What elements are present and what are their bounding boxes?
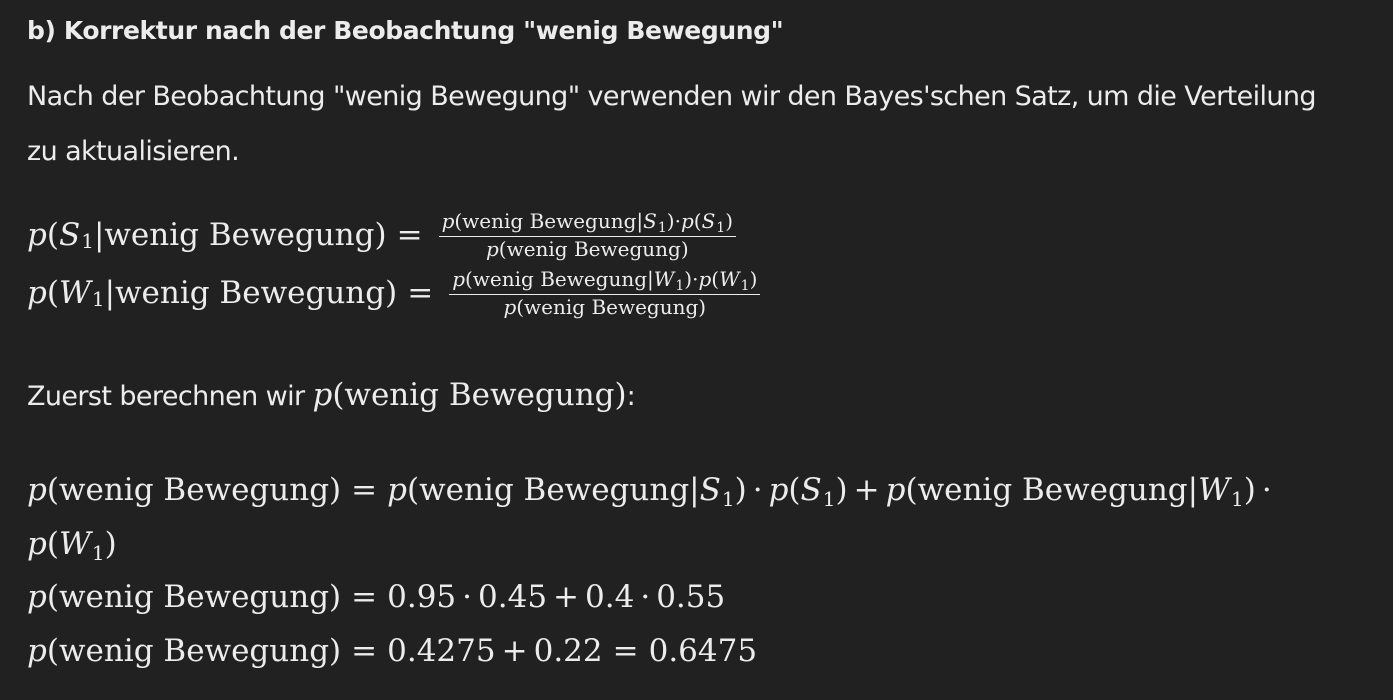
math-p: p xyxy=(441,209,455,233)
math-plus: + xyxy=(501,633,528,669)
math-text: (wenig Bewegung| xyxy=(406,472,700,508)
math-var: W xyxy=(1198,472,1230,508)
math-number: 0.55 xyxy=(656,579,726,615)
math-text: ) xyxy=(725,209,734,233)
math-p: p xyxy=(768,472,789,508)
fraction-denominator xyxy=(500,295,709,318)
math-open-paren: ( xyxy=(46,217,59,253)
math-text: (wenig Bewegung| xyxy=(905,472,1199,508)
math-p: p xyxy=(485,237,499,261)
calc-line-4 xyxy=(27,626,757,676)
math-dot: · xyxy=(640,579,651,615)
math-p: p xyxy=(27,275,47,311)
math-p: p xyxy=(698,267,712,291)
math-equals: = xyxy=(396,217,423,253)
math-subscript: 1 xyxy=(1230,487,1244,511)
math-p: p xyxy=(503,295,517,319)
math-p: p xyxy=(27,633,47,669)
bayes-equation-w1 xyxy=(27,268,760,318)
fraction-numerator xyxy=(449,268,760,295)
math-p: p xyxy=(885,472,906,508)
math-var: W xyxy=(719,267,740,291)
math-var: S xyxy=(800,472,822,508)
math-open-paren: ( xyxy=(46,275,59,311)
math-dot: · xyxy=(462,579,473,615)
math-text: (wenig Bewegung) xyxy=(46,579,342,615)
step-suffix: : xyxy=(626,381,636,412)
math-subscript: 1 xyxy=(721,487,735,511)
calc-line-1 xyxy=(27,465,1278,518)
math-subscript: 1 xyxy=(81,229,94,253)
math-subscript: 1 xyxy=(91,541,105,565)
math-plus: + xyxy=(553,579,580,615)
math-number: 0.95 xyxy=(387,579,457,615)
math-fraction xyxy=(439,210,736,260)
math-text: ) xyxy=(835,472,848,508)
math-p: p xyxy=(452,267,465,291)
math-text: )· xyxy=(666,209,681,233)
math-var: S xyxy=(643,209,657,233)
math-dot: · xyxy=(1261,472,1272,508)
math-var: W xyxy=(653,267,675,291)
math-equals: = xyxy=(612,633,639,669)
math-text: (wenig Bewegung) xyxy=(498,237,689,261)
math-given: |wenig Bewegung) xyxy=(104,275,398,311)
step-prefix: Zuerst berechnen wir xyxy=(27,381,313,412)
math-text: (wenig Bewegung) xyxy=(516,295,707,319)
math-dot: · xyxy=(752,472,763,508)
intro-line-2: zu aktualisieren. xyxy=(27,136,240,167)
math-text: (wenig Bewegung) xyxy=(46,633,342,669)
math-text: (wenig Bewegung) xyxy=(46,472,342,508)
math-subscript: 1 xyxy=(740,278,750,294)
math-text: )· xyxy=(684,267,699,291)
calc-line-2 xyxy=(27,519,117,572)
math-given: |wenig Bewegung) xyxy=(93,217,387,253)
math-text: ) xyxy=(104,526,117,562)
math-var: S xyxy=(58,217,81,253)
math-number: 0.4 xyxy=(585,579,635,615)
math-subscript: 1 xyxy=(91,287,105,311)
math-text: ( xyxy=(788,472,801,508)
math-subscript: 1 xyxy=(716,220,726,236)
math-text: ) xyxy=(749,267,758,291)
math-p: p xyxy=(27,526,47,562)
math-text: ( xyxy=(693,209,702,233)
math-p: p xyxy=(312,377,333,413)
math-subscript: 1 xyxy=(657,220,667,236)
math-equals: = xyxy=(351,633,378,669)
math-p: p xyxy=(27,217,47,253)
math-text: (wenig Bewegung| xyxy=(454,209,644,233)
math-subscript: 1 xyxy=(675,278,685,294)
math-equals: = xyxy=(407,275,434,311)
math-var: W xyxy=(58,275,91,311)
math-var: S xyxy=(701,209,716,233)
math-fraction xyxy=(449,268,760,318)
math-text: ) xyxy=(1243,472,1256,508)
math-result: 0.6475 xyxy=(648,633,758,669)
bayes-equation-s1 xyxy=(27,210,736,260)
inline-math xyxy=(312,377,626,413)
math-equals: = xyxy=(351,472,378,508)
intro-line-1: Nach der Beobachtung "wenig Bewegung" verwenden wir den Bayes'schen Satz, um die Verteilung xyxy=(27,81,1316,112)
math-equals: = xyxy=(351,579,378,615)
math-text: ( xyxy=(711,267,720,291)
math-p: p xyxy=(27,579,47,615)
math-p: p xyxy=(680,209,694,233)
math-plus: + xyxy=(853,472,880,508)
math-subscript: 1 xyxy=(822,487,836,511)
math-number: 0.45 xyxy=(478,579,548,615)
math-var: S xyxy=(699,472,721,508)
section-heading: b) Korrektur nach der Beobachtung "wenig Bewegung" xyxy=(27,16,784,45)
step-paragraph xyxy=(27,373,635,419)
math-var: W xyxy=(58,526,91,562)
fraction-numerator xyxy=(439,210,736,237)
math-text: (wenig Bewegung) xyxy=(332,377,627,413)
math-text: ( xyxy=(46,526,59,562)
fraction-denominator xyxy=(483,237,692,260)
math-text: (wenig Bewegung| xyxy=(465,267,654,291)
calc-line-3 xyxy=(27,572,725,622)
math-p: p xyxy=(387,472,407,508)
math-text: ) xyxy=(734,472,747,508)
math-number: 0.22 xyxy=(533,633,603,669)
math-p: p xyxy=(27,472,47,508)
math-number: 0.4275 xyxy=(387,633,496,669)
